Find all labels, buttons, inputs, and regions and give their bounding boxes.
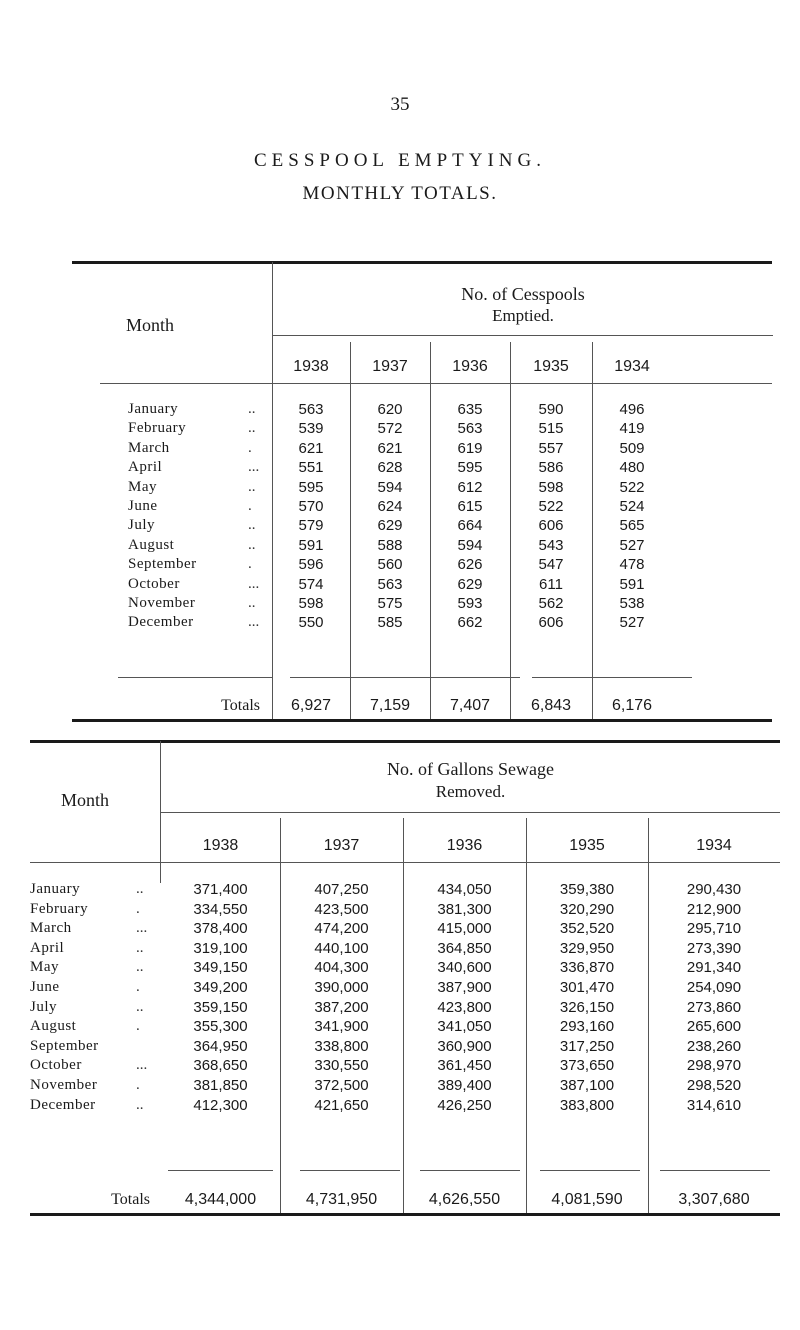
leader-dots: ... — [136, 920, 148, 937]
table2-group-header-line2: Removed. — [435, 782, 506, 801]
table-cell: 524 — [619, 498, 645, 515]
table-cell: 295,710 — [686, 920, 742, 938]
table1-sum-rule — [118, 677, 272, 678]
table-cell: 626 — [457, 556, 483, 574]
table2-sum-rule — [168, 1170, 273, 1171]
table-cell: 586 — [538, 459, 564, 477]
table-cell: 265,600 — [686, 1018, 742, 1036]
table-cell: 551 — [298, 459, 324, 477]
table-row — [0, 576, 800, 596]
table-row — [0, 595, 800, 615]
month-label: June — [128, 498, 158, 514]
table-cell: 301,470 — [559, 979, 615, 996]
month-label: March — [30, 920, 72, 937]
leader-dots: .. — [136, 998, 144, 1015]
leader-dots: .. — [248, 536, 256, 553]
table2-year: 1938 — [202, 837, 239, 854]
table-cell: 547 — [538, 556, 564, 574]
table1-years-rule — [100, 383, 772, 384]
month-label: November — [30, 1077, 98, 1093]
table-cell: 478 — [619, 556, 645, 574]
table-cell: 574 — [298, 575, 324, 593]
table-cell: 611 — [539, 575, 563, 593]
table2-totals-label: Totals — [111, 1191, 150, 1208]
table-row — [0, 420, 800, 440]
table-row — [0, 1057, 800, 1077]
table-cell: 624 — [377, 498, 403, 515]
table1-totals-label: Totals — [221, 697, 260, 714]
page-number: 35 — [390, 94, 410, 115]
page-subtitle: MONTHLY TOTALS. — [302, 183, 498, 204]
month-label: June — [30, 979, 60, 995]
table-cell: 423,800 — [437, 998, 492, 1016]
table-cell: 565 — [619, 517, 645, 535]
table-row — [0, 940, 800, 960]
table-cell: 273,390 — [686, 939, 742, 957]
table-cell: 557 — [538, 439, 564, 457]
table1-group-header-line2: Emptied. — [492, 306, 554, 325]
table-cell: 349,200 — [193, 979, 248, 996]
leader-dots: .. — [248, 517, 256, 534]
table1-year: 1935 — [533, 358, 569, 375]
table-row — [0, 881, 800, 901]
table-cell: 381,850 — [193, 1077, 248, 1094]
table-cell: 522 — [538, 498, 564, 515]
table-cell: 330,550 — [314, 1057, 369, 1075]
table-cell: 349,150 — [193, 959, 248, 977]
table-cell: 590 — [538, 401, 564, 418]
table-cell: 620 — [377, 401, 403, 418]
leader-dots: . — [136, 1018, 140, 1035]
table1-year: 1937 — [372, 358, 408, 375]
table-cell: 664 — [457, 517, 483, 535]
table-cell: 387,200 — [314, 998, 369, 1016]
leader-dots: . — [248, 498, 252, 514]
leader-dots: .. — [248, 478, 256, 495]
table-row — [0, 959, 800, 979]
table-row — [0, 1018, 800, 1038]
month-label: July — [30, 998, 58, 1015]
table-row — [0, 479, 800, 499]
table-cell: 298,970 — [686, 1057, 742, 1075]
table-cell: 570 — [298, 498, 324, 515]
table-cell: 598 — [538, 478, 564, 496]
leader-dots: ... — [248, 459, 260, 476]
page-title: CESSPOOL EMPTYING. — [254, 150, 546, 171]
table1-group-header-line1: No. of Cesspools — [461, 284, 585, 304]
table-cell: 629 — [377, 517, 403, 535]
table-row — [0, 920, 800, 940]
table-cell: 593 — [457, 595, 483, 612]
table-row — [0, 614, 800, 634]
table-cell: 387,900 — [437, 979, 492, 996]
leader-dots: .. — [136, 1096, 144, 1113]
table-cell: 434,050 — [437, 881, 492, 898]
table-cell: 515 — [538, 420, 564, 438]
table-row — [0, 517, 800, 537]
table-cell: 338,800 — [314, 1037, 369, 1055]
table1-bottom-rule — [72, 719, 772, 722]
table-cell: 372,500 — [314, 1077, 369, 1094]
month-label: August — [30, 1018, 77, 1035]
table2-bottom-rule — [30, 1213, 780, 1216]
table-row — [0, 1077, 800, 1097]
table-cell: 412,300 — [193, 1096, 248, 1114]
table1-year: 1938 — [293, 358, 329, 375]
table-cell: 440,100 — [314, 939, 369, 957]
table-cell: 595 — [457, 459, 483, 477]
table-cell: 319,100 — [193, 939, 248, 957]
table-cell: 621 — [377, 439, 403, 457]
leader-dots: .. — [136, 939, 144, 956]
table2-year: 1937 — [323, 837, 360, 854]
table-cell: 317,250 — [559, 1037, 615, 1055]
leader-dots: . — [248, 556, 252, 573]
table-cell: 550 — [298, 614, 324, 632]
table-row — [0, 979, 800, 999]
table-cell: 341,900 — [314, 1018, 369, 1036]
table-cell: 390,000 — [314, 979, 369, 996]
table-cell: 606 — [538, 614, 564, 632]
table2-group-header-line1: No. of Gallons Sewage — [387, 759, 554, 779]
table2-header-rule — [161, 812, 780, 813]
month-label: September — [30, 1037, 99, 1054]
table-cell: 359,150 — [193, 998, 248, 1016]
month-label: October — [128, 575, 180, 592]
month-label: August — [128, 536, 175, 553]
leader-dots: .. — [248, 595, 256, 611]
table-cell: 563 — [298, 401, 324, 418]
table-row — [0, 537, 800, 557]
table-row — [0, 401, 800, 421]
table2-sum-rule — [420, 1170, 520, 1171]
leader-dots: ... — [248, 575, 260, 592]
table-cell: 364,950 — [193, 1037, 248, 1055]
table2-sum-rule — [300, 1170, 400, 1171]
month-label: April — [30, 939, 65, 956]
table-cell: 360,900 — [437, 1037, 492, 1055]
table-cell: 572 — [377, 420, 403, 438]
table-cell: 361,450 — [437, 1057, 492, 1075]
month-label: March — [128, 439, 170, 456]
table1-total: 7,159 — [369, 697, 411, 714]
table-cell: 404,300 — [314, 959, 369, 977]
table-cell: 298,520 — [686, 1077, 742, 1094]
table2-years-rule — [30, 862, 780, 863]
table2-year: 1936 — [446, 837, 483, 854]
table-cell: 527 — [619, 536, 645, 554]
table-cell: 336,870 — [559, 959, 615, 977]
table-row — [0, 1097, 800, 1117]
table-row — [0, 459, 800, 479]
table1-top-rule — [72, 261, 772, 264]
table-cell: 539 — [298, 420, 324, 438]
month-label: December — [30, 1096, 96, 1113]
table-cell: 291,340 — [686, 959, 742, 977]
month-label: January — [128, 401, 179, 417]
table-cell: 407,250 — [314, 881, 369, 898]
table-cell: 371,400 — [193, 881, 248, 898]
table-cell: 352,520 — [559, 920, 615, 938]
leader-dots: .. — [248, 420, 256, 437]
table-cell: 591 — [298, 536, 324, 554]
table-cell: 527 — [619, 614, 645, 632]
table-cell: 423,500 — [314, 900, 369, 918]
table-cell: 415,000 — [437, 920, 492, 938]
table-cell: 594 — [457, 536, 483, 554]
month-label: October — [30, 1057, 82, 1074]
table1-total: 6,176 — [611, 697, 653, 714]
table-cell: 538 — [619, 595, 645, 612]
table-cell: 615 — [457, 498, 483, 515]
table-cell: 621 — [298, 439, 324, 457]
table-row — [0, 901, 800, 921]
leader-dots: . — [136, 979, 140, 995]
table2-total: 3,307,680 — [678, 1191, 750, 1208]
table-cell: 480 — [619, 459, 645, 477]
table-cell: 293,160 — [559, 1018, 615, 1036]
table-cell: 329,950 — [559, 939, 615, 957]
table-cell: 389,400 — [437, 1077, 492, 1094]
table-cell: 381,300 — [437, 900, 492, 918]
table-cell: 585 — [377, 614, 403, 632]
leader-dots: .. — [136, 881, 144, 897]
table-cell: 373,650 — [559, 1057, 615, 1075]
leader-dots: . — [248, 439, 252, 456]
table-cell: 368,650 — [193, 1057, 248, 1075]
table-row — [0, 440, 800, 460]
table1-total: 6,927 — [290, 697, 332, 714]
table-cell: 595 — [298, 478, 324, 496]
table-cell: 563 — [457, 420, 483, 438]
table1-year: 1934 — [614, 358, 650, 375]
table-cell: 364,850 — [437, 939, 492, 957]
table-cell: 334,550 — [193, 900, 248, 918]
table2-total: 4,081,590 — [551, 1191, 623, 1208]
table-cell: 635 — [457, 401, 483, 418]
leader-dots: ... — [248, 614, 260, 631]
table-cell: 579 — [298, 517, 324, 535]
month-label: April — [128, 459, 163, 476]
table1-sum-rule — [290, 677, 520, 678]
table-cell: 591 — [619, 575, 645, 593]
table2-top-rule — [30, 740, 780, 743]
table1-header-rule — [273, 335, 773, 336]
table2-month-header: Month — [60, 790, 109, 810]
table-cell: 606 — [538, 517, 564, 535]
table-cell: 560 — [377, 556, 403, 574]
leader-dots: .. — [248, 401, 256, 417]
table-cell: 355,300 — [193, 1018, 248, 1036]
table-row — [0, 1038, 800, 1058]
table-cell: 341,050 — [437, 1018, 492, 1036]
table1-total: 6,843 — [530, 697, 572, 714]
month-label: February — [128, 420, 187, 437]
table-row — [0, 498, 800, 518]
table-cell: 387,100 — [559, 1077, 615, 1094]
table-cell: 326,150 — [559, 998, 615, 1016]
table1-year: 1936 — [452, 358, 488, 375]
table-cell: 254,090 — [686, 979, 742, 996]
table-cell: 594 — [377, 478, 403, 496]
month-label: January — [30, 881, 81, 897]
table2-sum-rule — [540, 1170, 640, 1171]
table-cell: 575 — [377, 595, 403, 612]
table1-sum-rule — [532, 677, 692, 678]
table-cell: 419 — [619, 420, 645, 438]
month-label: July — [128, 517, 156, 534]
table-cell: 426,250 — [437, 1096, 492, 1114]
table2-year: 1934 — [696, 837, 732, 854]
table-cell: 212,900 — [686, 900, 742, 918]
month-label: November — [128, 595, 196, 611]
table-cell: 340,600 — [437, 959, 492, 977]
month-label: February — [30, 900, 89, 917]
table1-total: 7,407 — [449, 697, 491, 714]
table-cell: 359,380 — [559, 881, 615, 898]
table-cell: 314,610 — [686, 1096, 742, 1114]
table-cell: 378,400 — [193, 920, 248, 938]
table2-year: 1935 — [569, 837, 605, 854]
table-cell: 522 — [619, 478, 645, 496]
table-cell: 662 — [457, 614, 483, 632]
table-cell: 320,290 — [559, 900, 615, 918]
table-cell: 588 — [377, 536, 403, 554]
leader-dots: . — [136, 900, 140, 917]
table-cell: 629 — [457, 575, 483, 593]
table2-total: 4,626,550 — [428, 1191, 501, 1208]
table-cell: 619 — [457, 439, 483, 457]
table2-total: 4,344,000 — [184, 1191, 257, 1208]
leader-dots: ... — [136, 1057, 148, 1074]
month-label: September — [128, 556, 197, 573]
month-label: May — [128, 478, 157, 495]
table-cell: 290,430 — [686, 881, 742, 898]
table1-month-header: Month — [125, 315, 174, 335]
table-cell: 509 — [619, 439, 645, 457]
table-cell: 474,200 — [314, 920, 369, 938]
table-cell: 273,860 — [686, 998, 742, 1016]
table-cell: 562 — [538, 595, 564, 612]
table-cell: 563 — [377, 575, 403, 593]
table-cell: 496 — [619, 401, 645, 418]
table-cell: 628 — [377, 459, 403, 477]
table-cell: 421,650 — [314, 1096, 369, 1114]
table-cell: 598 — [298, 595, 324, 612]
table-row — [0, 556, 800, 576]
leader-dots: . — [136, 1077, 140, 1093]
table-cell: 238,260 — [686, 1037, 742, 1055]
month-label: December — [128, 614, 194, 631]
table-cell: 596 — [298, 556, 324, 574]
leader-dots: .. — [136, 959, 144, 976]
month-label: May — [30, 959, 59, 976]
table-cell: 612 — [457, 478, 483, 496]
table-cell: 543 — [538, 536, 564, 554]
table2-total: 4,731,950 — [305, 1191, 378, 1208]
table-row — [0, 999, 800, 1019]
table-cell: 383,800 — [559, 1096, 615, 1114]
table2-sum-rule — [660, 1170, 770, 1171]
